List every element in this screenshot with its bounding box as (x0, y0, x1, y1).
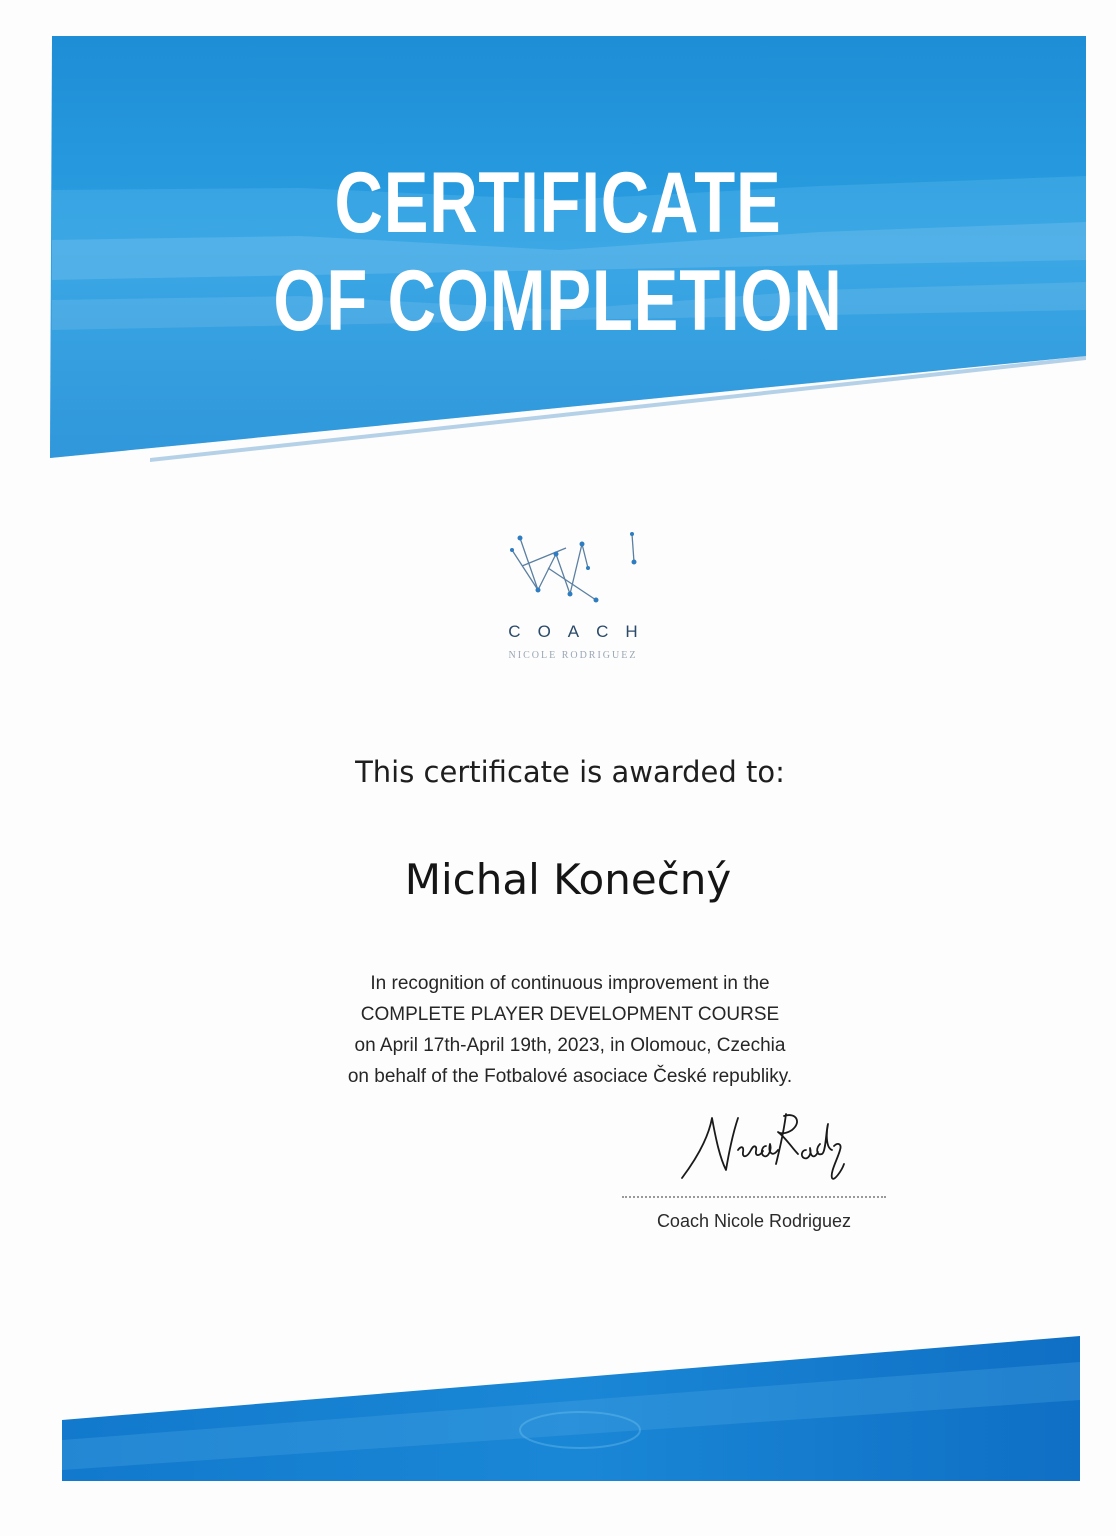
awarded-caption: This certificate is awarded to: (355, 755, 785, 789)
recognition-line: COMPLETE PLAYER DEVELOPMENT COURSE (360, 1004, 780, 1025)
logo-wordmark: COACH (508, 622, 655, 641)
handwritten-signature (668, 1100, 868, 1190)
recognition-line: on behalf of the Fotbalové asociace České republiky. (347, 1066, 793, 1087)
certificate-title-line2: OF COMPLETION (273, 253, 843, 349)
logo-subtitle: NICOLE RODRIGUEZ (508, 650, 638, 661)
signatory-name: Coach Nicole Rodriguez (656, 1211, 852, 1231)
recognition-text (0, 968, 1116, 1092)
recipient-name: Michal Konečný (404, 855, 732, 904)
signature-line (622, 1196, 886, 1198)
certificate-title-line1: CERTIFICATE (334, 155, 782, 251)
recognition-line: In recognition of continuous improvement in the (370, 973, 770, 994)
recognition-line: on April 17th-April 19th, 2023, in Olomouc, Czechia (354, 1035, 786, 1056)
